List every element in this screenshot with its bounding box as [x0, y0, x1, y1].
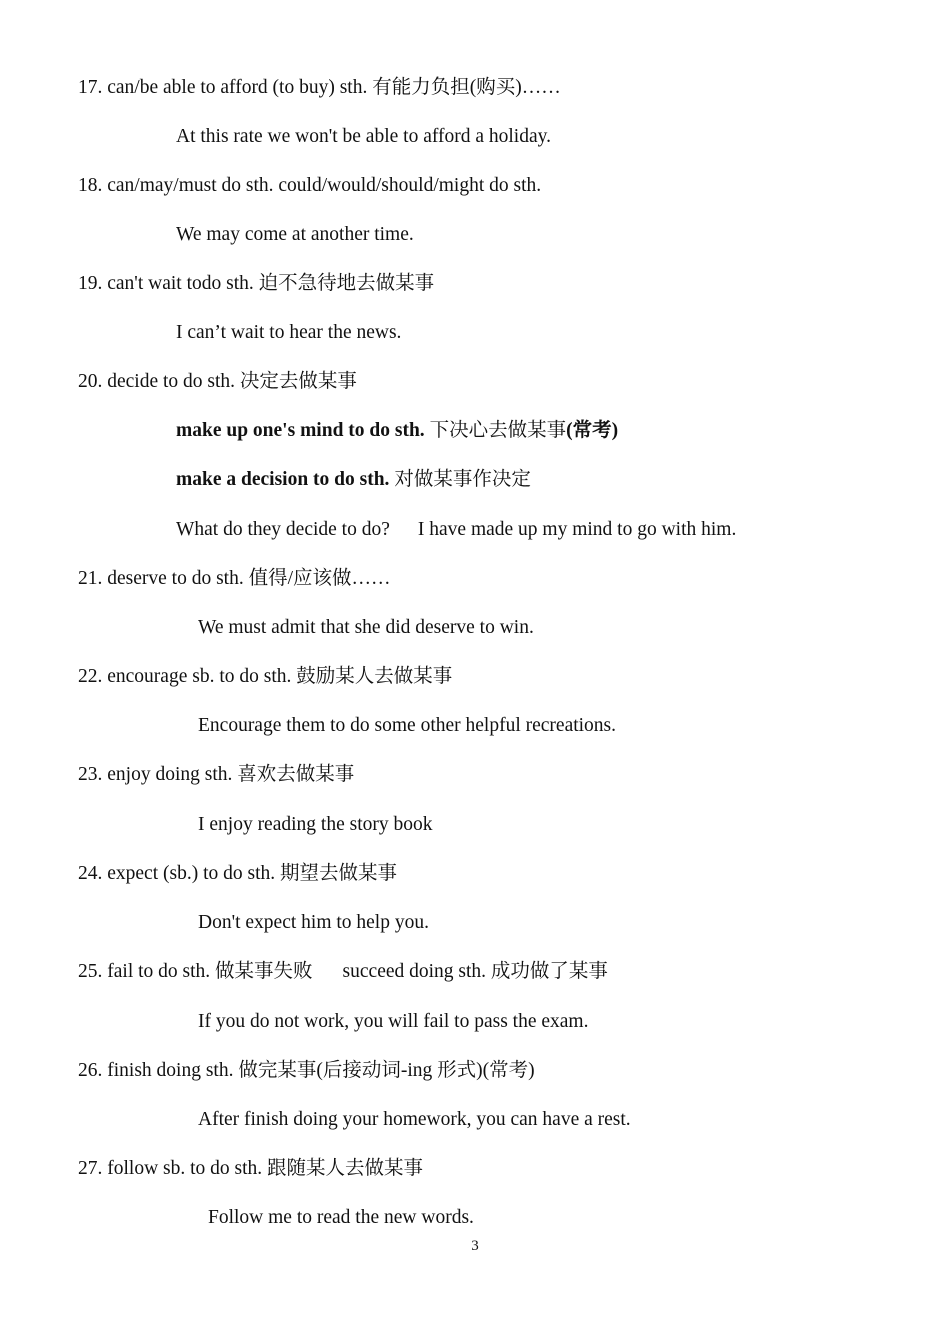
example-22: Encourage them to do some other helpful recreations. — [198, 715, 617, 736]
entry-21: 21. deserve to do sth. 值得/应该做…… — [78, 568, 391, 589]
entry-27: 27. follow sb. to do sth. 跟随某人去做某事 — [78, 1158, 424, 1179]
entry-22: 22. encourage sb. to do sth. 鼓励某人去做某事 — [78, 666, 453, 687]
entry-18: 18. can/may/must do sth. could/would/should/might do sth. — [78, 175, 542, 196]
entry-20-variant-decision — [176, 468, 531, 492]
example-26: After finish doing your homework, you can have a rest. — [198, 1109, 631, 1130]
example-27: Follow me to read the new words. — [208, 1207, 474, 1228]
example-24: Don't expect him to help you. — [198, 912, 429, 933]
example-17: At this rate we won't be able to afford a holiday. — [176, 126, 551, 147]
example-18: We may come at another time. — [176, 224, 414, 245]
variant-mind-phrase: make up one's mind to do sth. — [176, 420, 425, 441]
example-25: If you do not work, you will fail to pass the exam. — [198, 1011, 589, 1032]
example-23: I enjoy reading the story book — [198, 814, 433, 835]
entry-26: 26. finish doing sth. 做完某事(后接动词-ing 形式)(常考) — [78, 1060, 535, 1081]
example-19: I can’t wait to hear the news. — [176, 322, 402, 343]
entry-19: 19. can't wait todo sth. 迫不急待地去做某事 — [78, 273, 435, 294]
page-number: 3 — [471, 1238, 479, 1254]
entry-25-succeed: succeed doing sth. 成功做了某事 — [342, 961, 608, 982]
entry-20-variant-mind — [176, 419, 618, 443]
entry-24: 24. expect (sb.) to do sth. 期望去做某事 — [78, 863, 398, 884]
entry-25 — [78, 960, 608, 984]
entry-25-fail: 25. fail to do sth. 做某事失败 — [78, 961, 313, 982]
example-20-question: What do they decide to do? — [176, 519, 390, 540]
variant-decision-meaning: 对做某事作决定 — [389, 469, 531, 490]
entry-17: 17. can/be able to afford (to buy) sth. 有能力负担(购买)…… — [78, 77, 561, 98]
variant-decision-phrase: make a decision to do sth. — [176, 469, 390, 490]
entry-23: 23. enjoy doing sth. 喜欢去做某事 — [78, 764, 355, 785]
example-21: We must admit that she did deserve to win. — [198, 617, 534, 638]
variant-mind-note: (常考) — [566, 420, 619, 441]
example-20 — [176, 518, 736, 542]
entry-20: 20. decide to do sth. 决定去做某事 — [78, 371, 357, 392]
variant-mind-meaning: 下决心去做某事 — [424, 420, 567, 441]
example-20-answer: I have made up my mind to go with him. — [417, 519, 737, 540]
